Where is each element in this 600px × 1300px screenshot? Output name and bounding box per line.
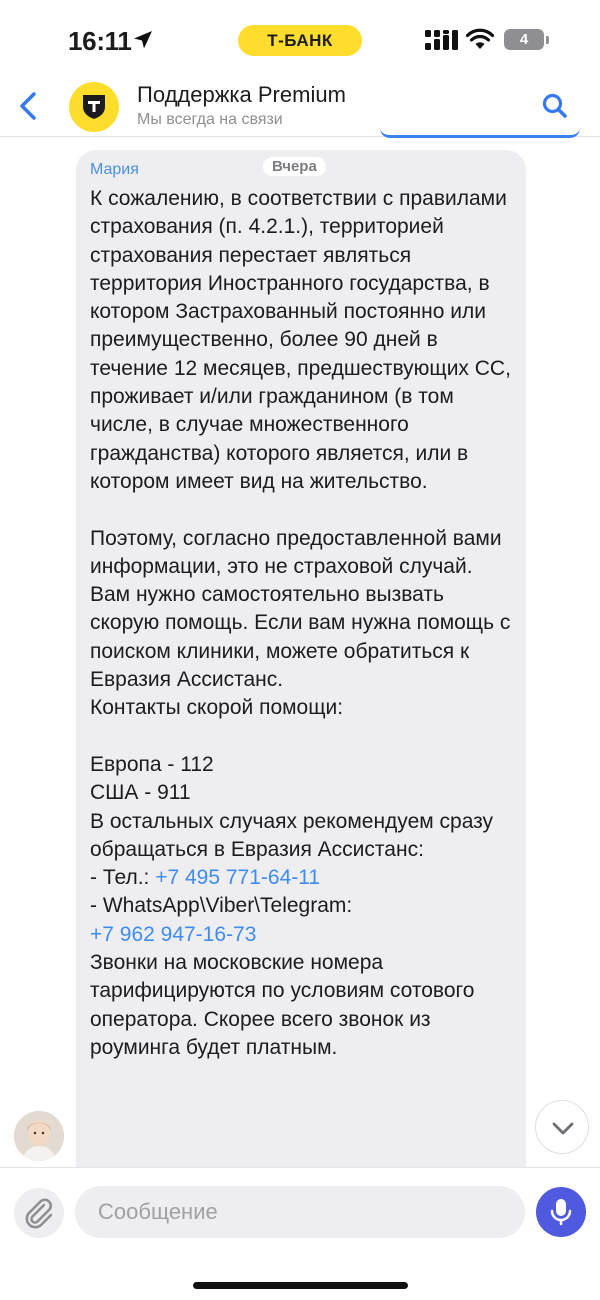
message-text-part: Звонки на московские номера тарифицируются по условиям сотового оператора. Скорее всего звонок из роуминга будет платным.	[90, 951, 475, 1059]
scroll-down-button[interactable]	[535, 1100, 589, 1154]
avatar[interactable]	[14, 1111, 64, 1161]
tbank-shield-logo[interactable]	[69, 82, 119, 132]
microphone-button[interactable]	[536, 1187, 586, 1237]
chat-area[interactable]	[0, 138, 600, 1167]
battery-icon: 4	[504, 29, 544, 50]
back-chevron-icon[interactable]	[12, 86, 42, 126]
status-time: 16:11	[68, 26, 132, 56]
chevron-down-icon	[536, 1101, 590, 1155]
microphone-icon	[536, 1187, 586, 1237]
sender-name: Мария	[90, 161, 139, 178]
search-icon[interactable]	[540, 91, 570, 121]
phone-link[interactable]: +7 962 947-16-73	[90, 922, 257, 946]
status-bar	[0, 0, 600, 80]
chat-title: Поддержка Premium	[137, 82, 346, 107]
cellular-signal-icon	[425, 30, 459, 50]
message-text-part: - WhatsApp\Viber\Telegram:	[90, 894, 353, 918]
date-chip: Вчера	[263, 157, 326, 176]
chat-subtitle: Мы всегда на связи	[137, 111, 283, 128]
previous-message-edge	[380, 128, 580, 138]
message-text	[90, 185, 516, 1062]
message-input[interactable]	[75, 1186, 525, 1238]
message-text-part: К сожалению, в соответствии с правилами страхования (п. 4.2.1.), территорией страхования перестает являться территория Иностранного государства, в котором Застрахованный постоянно или преимущественно, более 90 дней в течение 12 месяцев, предшествующих СС, проживает и/или гражданином (в том числе, в случае множественного гражданства) которого является, или в котором имеет вид на жительство. Поэтому, согласно предоставленной вами информации, это не страховой случай. Вам нужно самостоятельно вызвать скорую помощь. Если вам нужна помощь с поиском клиники, можете обратиться к Евразия Ассистанс. Контакты скорой помощи: Европа - 112 США - 911 В остальных случаях рекомендуем сразу обращаться в Евразия Ассистанс: - Тел.:	[90, 187, 511, 890]
message-bubble[interactable]	[76, 150, 526, 1167]
home-indicator[interactable]	[193, 1282, 408, 1289]
carrier-pill[interactable]: Т-БАНК	[238, 25, 362, 56]
paperclip-icon	[14, 1188, 64, 1238]
wifi-icon	[466, 28, 494, 50]
attach-button[interactable]	[14, 1188, 64, 1238]
phone-link[interactable]: +7 495 771-64-11	[155, 866, 321, 890]
battery-tip	[546, 36, 549, 44]
location-arrow-icon	[132, 29, 154, 51]
message-composer	[0, 1167, 600, 1300]
